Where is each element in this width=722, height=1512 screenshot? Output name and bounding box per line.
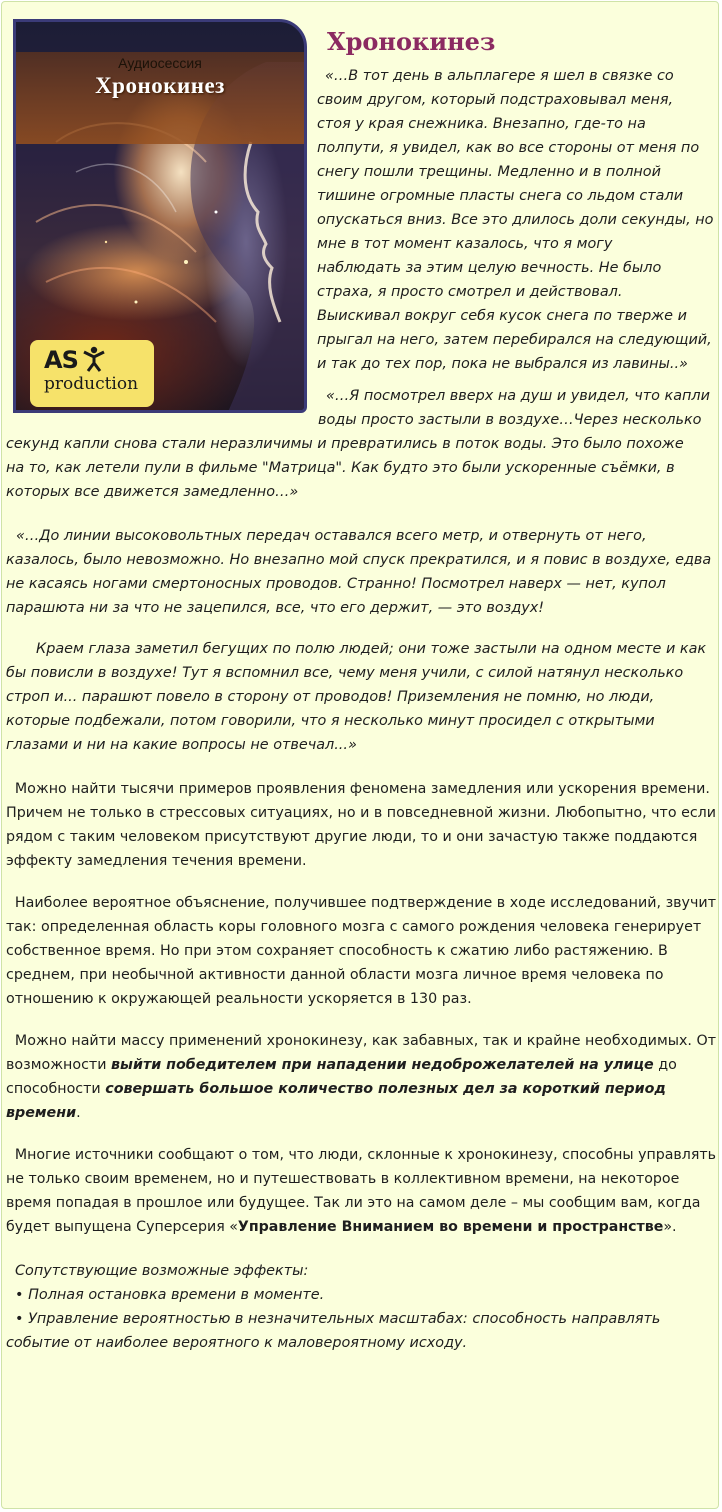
text-line: своим другом, который подстраховывал меня, (317, 92, 674, 108)
text-run: ». (663, 1219, 677, 1235)
text-line: на то, как летели пули в фильме "Матрица". Как будто это были ускоренные съёмки, в (6, 460, 675, 476)
text-line: тишине огромные пласты снега со льдом стали (317, 188, 684, 204)
text-run: возможности (6, 1057, 112, 1073)
text-line: собственное время. Но при этом сохраняет способность к сжатию либо растяжению. В (6, 943, 668, 959)
text-line: рядом с таким человеком присутствуют другие люди, то и они зачастую также поддаются (6, 829, 698, 845)
text-run: до (653, 1057, 677, 1073)
page-title: Хронокинез (327, 27, 496, 56)
effects-item: • Управление вероятностью в незначительных масштабах: способность направлять (15, 1311, 661, 1327)
quote-parachute (6, 524, 711, 620)
text-line: строп и... парашют повело в сторону от проводов! Приземления не помню, но люди, (6, 689, 655, 705)
text-line: которые подбежали, потом говорили, что я несколько минут просидел с открытыми (6, 713, 655, 729)
text-line: глазами и ни на какие вопросы не отвечал...» (6, 737, 357, 753)
text-line: наблюдать за этим целую вечность. Не было (317, 260, 662, 276)
cover-subtitle: Аудиосессия (118, 55, 202, 71)
text-line (6, 1215, 716, 1239)
text-line: бы повисли в воздухе! Тут я вспомнил все, чему меня учили, с силой натянул несколько (6, 665, 684, 681)
superseries-title: Управление Вниманием во времени и пространстве (237, 1219, 664, 1235)
logo-ast-text: AS (44, 346, 78, 374)
text-line: стоя у края снежника. Внезапно, где-то на (317, 116, 646, 132)
text-line: полпути, я увидел, как во все стороны от меня по (317, 140, 700, 156)
text-line: «…Я посмотрел вверх на душ и увидел, что капли (326, 388, 710, 404)
cover-title: Хронокинез (95, 73, 225, 98)
quote-parachute-continued (6, 637, 706, 757)
text-line: Многие источники сообщают о том, что люди, склонные к хронокинезу, способны управлять (14, 1147, 716, 1163)
text-line: мне в тот момент казалось, что я могу (317, 236, 613, 252)
text-line: Можно найти тысячи примеров проявления феномена замедления или ускорения времени. (14, 781, 710, 797)
text-run: будет выпущена Суперсерия « (6, 1219, 238, 1235)
text-run: способности (6, 1081, 106, 1097)
text-line: не только своим временем, но и путешествовать в коллективном времени, на некоторое (6, 1171, 680, 1187)
text-run: . (76, 1105, 81, 1121)
paragraph-examples (6, 777, 722, 873)
emphasis-text: совершать большое количество полезных дел за короткий период (105, 1081, 666, 1097)
paragraph-applications (6, 1029, 722, 1125)
text-line: парашюта ни за что не зацепился, все, что его держит, — это воздух! (6, 600, 545, 616)
paragraph-explanation (6, 891, 722, 1011)
paragraph-sources (6, 1143, 722, 1239)
text-line: опускаться вниз. Все это длилось доли секунды, но (317, 212, 714, 228)
text-line: Причем не только в стрессовых ситуациях, но и в повседневной жизни. Любопытно, что если (6, 805, 716, 821)
effects-item-continued: событие от наиболее вероятного к маловероятному исходу. (6, 1335, 468, 1351)
text-line: «…В тот день в альплагере я шел в связке со (325, 68, 674, 84)
quote-avalanche (317, 64, 713, 376)
text-line: которых все движется замедленно…» (6, 484, 299, 500)
text-line: время попадая в прошлое или будущее. Так ли это на самом деле – мы сообщим вам, когда (6, 1195, 701, 1211)
effects-list (6, 1259, 660, 1355)
text-line: снегу пошли трещины. Медленно и в полной (317, 164, 661, 180)
text-line: Краем глаза заметил бегущих по полю людей; они тоже застыли на одном месте и как (36, 641, 707, 657)
text-line: так: определенная область коры головного мозга с самого рождения человека генерирует (6, 919, 702, 935)
text-line: Выискивал вокруг себя кусок снега по тверже и (317, 308, 687, 324)
text-line: прыгал на него, затем перебирался на следующий, (317, 332, 712, 348)
text-line: среднем, при необычной активности данной области мозга личное время человека по (6, 967, 664, 983)
emphasis-text: выйти победителем при нападении недоброжелателей на улице (111, 1057, 654, 1073)
text-line: Можно найти массу применений хронокинезу, как забавных, так и крайне необходимых. От (14, 1033, 716, 1049)
text-line: «…До линии высоковольтных передач оставался всего метр, и отвернуть от него, (16, 528, 647, 544)
text-line: воды просто застыли в воздухе…Через несколько (318, 412, 702, 428)
logo-production-text: production (44, 374, 139, 394)
cover-image (13, 19, 307, 413)
effects-title: Сопутствующие возможные эффекты: (15, 1263, 309, 1279)
effects-item: • Полная остановка времени в моменте. (15, 1287, 325, 1303)
text-line: эффекту замедления течения времени. (6, 853, 307, 869)
logo-figure-icon (82, 346, 106, 372)
text-line (6, 1053, 716, 1077)
text-line: не касаясь ногами смертоносных проводов. Странно! Посмотрел наверх — нет, купол (6, 576, 666, 592)
text-line: отношению к окружающей реальности ускоряется в 130 раз. (6, 991, 472, 1007)
text-line: секунд капли снова стали неразличимы и превратились в поток воды. Это было похоже (6, 436, 684, 452)
emphasis-text: времени (6, 1105, 77, 1121)
text-line: Наиболее вероятное объяснение, получившее подтверждение в ходе исследований, звучит (14, 895, 717, 911)
text-line: страха, я просто смотрел и действовал. (317, 284, 623, 300)
text-line: и так до тех пор, пока не выбрался из лавины..» (317, 356, 688, 372)
text-line (6, 1077, 716, 1101)
text-line: казалось, было невозможно. Но внезапно мой спуск прекратился, и я повис в воздухе, едва (6, 552, 712, 568)
text-line (6, 1101, 716, 1125)
quote-shower (6, 384, 710, 504)
